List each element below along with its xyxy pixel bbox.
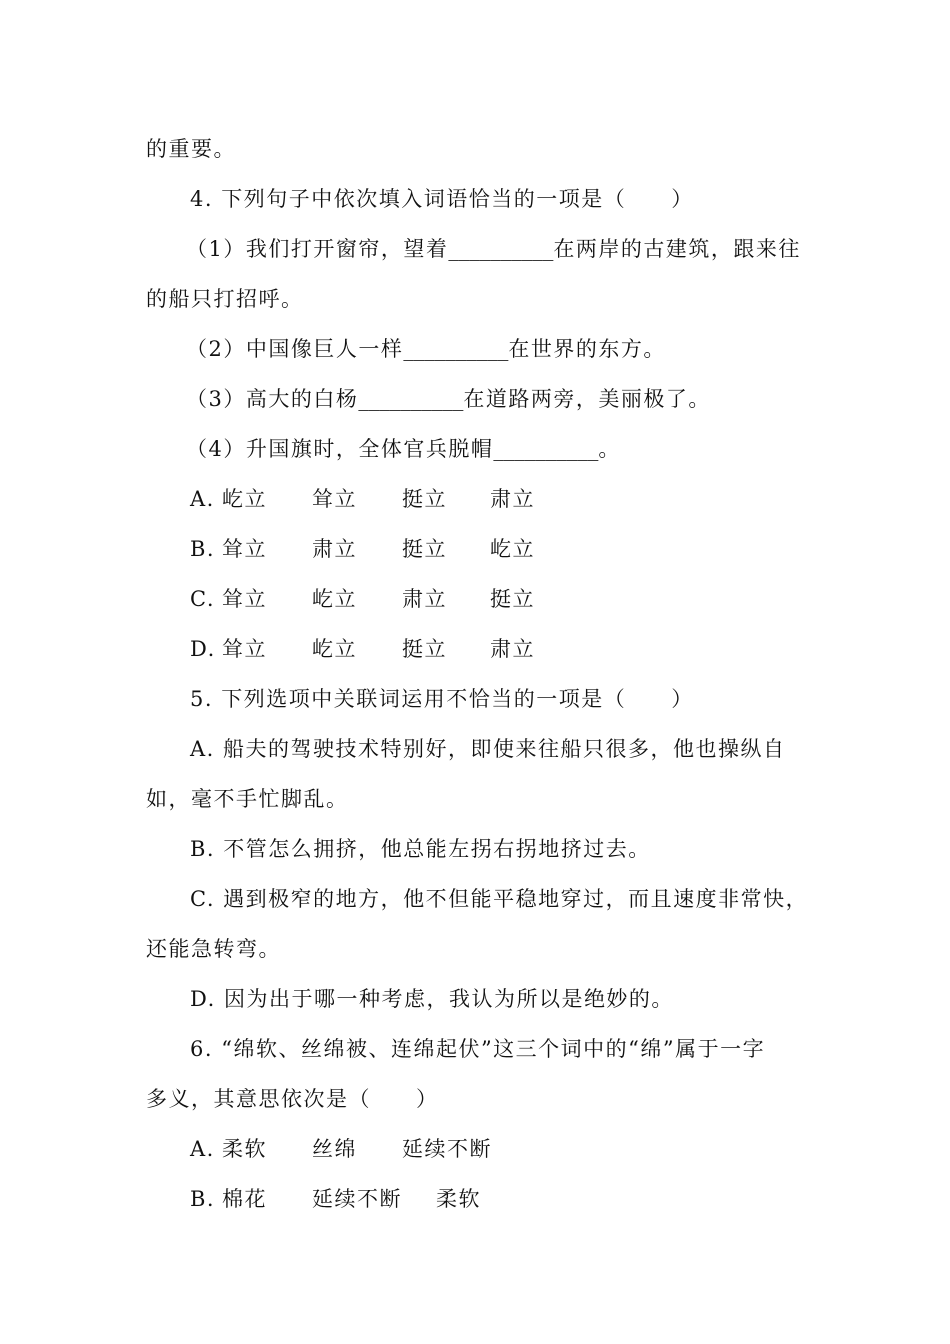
option-word: 挺立 xyxy=(402,487,447,511)
question-6-cont: 多义，其意思依次是（ ） xyxy=(146,1087,439,1111)
option-label: A. xyxy=(190,1137,215,1161)
option-word: 耸立 xyxy=(222,537,267,561)
question-4-sentence-3 xyxy=(186,384,711,414)
question-4-sentence-2 xyxy=(186,334,666,364)
option-word: 屹立 xyxy=(222,487,267,511)
option-word: 肃立 xyxy=(490,487,535,511)
sentence-text: 在道路两旁，美丽极了。 xyxy=(463,387,711,411)
fill-blank: __________ xyxy=(403,337,509,361)
option-word: 屹立 xyxy=(312,587,357,611)
q6-option-b xyxy=(190,1184,481,1214)
option-label: C. xyxy=(190,587,215,611)
q6-option-a xyxy=(190,1134,492,1164)
option-word: 肃立 xyxy=(402,587,447,611)
option-word: 挺立 xyxy=(402,637,447,661)
text-line: 的重要。 xyxy=(146,137,236,161)
q4-option-d xyxy=(190,634,535,664)
sentence-text: （3）高大的白杨 xyxy=(186,387,359,411)
q5-option-d: D. 因为出于哪一种考虑，我认为所以是绝妙的。 xyxy=(190,987,674,1011)
q5-option-a-cont: 如，毫不手忙脚乱。 xyxy=(146,787,349,811)
question-4-sentence-1 xyxy=(186,234,801,264)
option-label: A. xyxy=(190,487,215,511)
sentence-text: （1）我们打开窗帘，望着 xyxy=(186,237,449,261)
q4-option-b xyxy=(190,534,535,564)
option-word: 屹立 xyxy=(490,537,535,561)
sentence-text: 在两岸的古建筑，跟来往 xyxy=(553,237,801,261)
q4-option-c xyxy=(190,584,535,614)
option-word: 柔软 xyxy=(436,1187,481,1211)
option-label: B. xyxy=(190,537,216,561)
q5-option-b: B. 不管怎么拥挤，他总能左拐右拐地挤过去。 xyxy=(190,837,651,861)
option-word: 肃立 xyxy=(490,637,535,661)
option-label: B. xyxy=(190,1187,216,1211)
option-word: 耸立 xyxy=(312,487,357,511)
fill-blank: __________ xyxy=(493,437,599,461)
sentence-text: 在世界的东方。 xyxy=(508,337,666,361)
option-label: D. xyxy=(190,637,216,661)
question-4-sentence-1-cont: 的船只打招呼。 xyxy=(146,287,304,311)
option-word: 丝绵 xyxy=(312,1137,357,1161)
option-word: 屹立 xyxy=(312,637,357,661)
option-word: 耸立 xyxy=(222,637,267,661)
fill-blank: __________ xyxy=(448,237,554,261)
sentence-text: 。 xyxy=(598,437,621,461)
fill-blank: __________ xyxy=(358,387,464,411)
question-4-sentence-4 xyxy=(186,434,621,464)
option-word: 延续不断 xyxy=(402,1137,492,1161)
q5-option-a: A. 船夫的驾驶技术特别好，即使来往船只很多，他也操纵自 xyxy=(190,737,786,761)
option-word: 棉花 xyxy=(222,1187,267,1211)
option-word: 耸立 xyxy=(222,587,267,611)
sentence-text: （2）中国像巨人一样 xyxy=(186,337,404,361)
question-5: 5. 下列选项中关联词运用不恰当的一项是（ ） xyxy=(190,687,694,711)
q5-option-c: C. 遇到极窄的地方，他不但能平稳地穿过，而且速度非常快， xyxy=(190,887,809,911)
option-word: 肃立 xyxy=(312,537,357,561)
option-word: 延续不断 xyxy=(312,1187,402,1211)
question-6: 6. “绵软、丝绵被、连绵起伏”这三个词中的“绵”属于一字 xyxy=(190,1037,766,1061)
question-4: 4. 下列句子中依次填入词语恰当的一项是（ ） xyxy=(190,187,694,211)
option-word: 柔软 xyxy=(222,1137,267,1161)
q4-option-a xyxy=(190,484,535,514)
q5-option-c-cont: 还能急转弯。 xyxy=(146,937,281,961)
sentence-text: （4）升国旗时，全体官兵脱帽 xyxy=(186,437,494,461)
option-word: 挺立 xyxy=(490,587,535,611)
option-word: 挺立 xyxy=(402,537,447,561)
